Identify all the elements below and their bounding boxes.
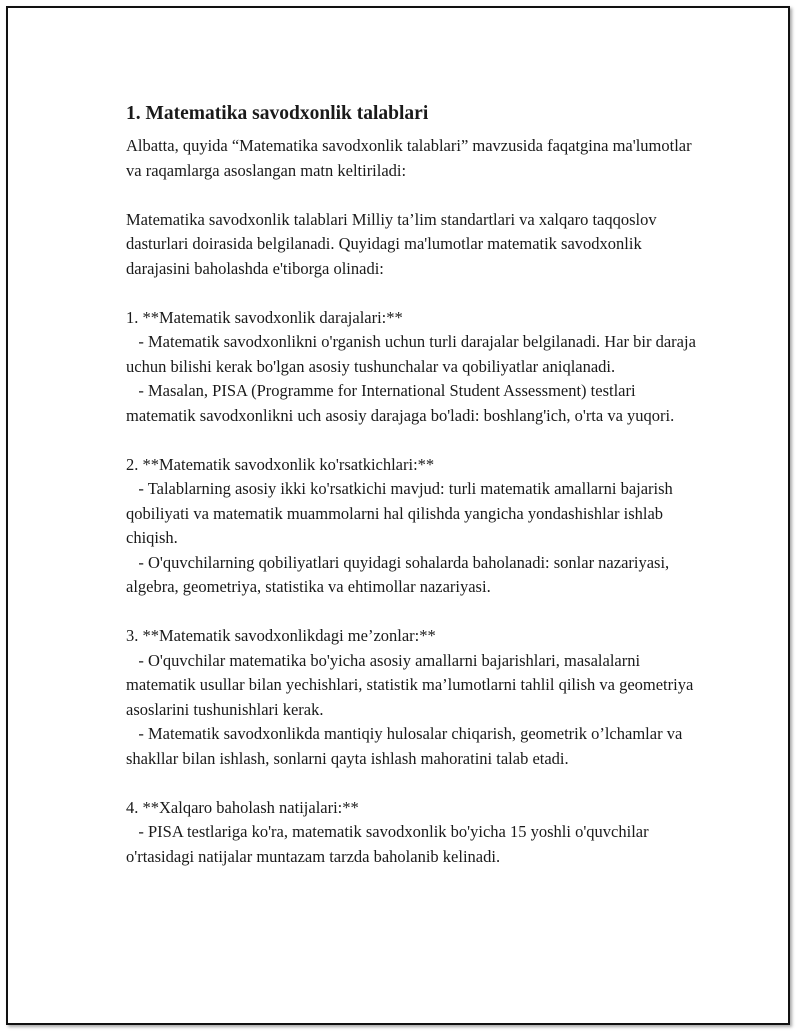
section-item: - Talablarning asosiy ikki ko'rsatkichi mavjud: turli matematik amallarni bajarish qobiliyati va matematik muammolarni hal qilishda yangicha yondashishlar ishlab chiqish. [126, 479, 673, 547]
section-heading: 1. **Matematik savodxonlik darajalari:** [126, 307, 403, 327]
page-frame [6, 6, 790, 1025]
section-heading: 2. **Matematik savodxonlik ko'rsatkichlari:** [126, 454, 435, 474]
context-paragraph: Matematika savodxonlik talablari Milliy ta’lim standartlari va xalqaro taqqoslov dasturlari doirasida belgilanadi. Quyidagi ma'lumotlar matematik savodxonlik darajasini baholashda e'tiborga olinadi: [126, 209, 657, 278]
intro-paragraph: Albatta, quyida “Matematika savodxonlik talablari” mavzusida faqatgina ma'lumotlar va raqamlarga asoslangan matn keltiriladi: [126, 136, 692, 180]
section-item: - Masalan, PISA (Programme for International Student Assessment) testlari matematik savodxonlikni uch asosiy darajaga bo'ladi: boshlang'ich, o'rta va yuqori. [126, 381, 675, 425]
section-item: - PISA testlariga ko'ra, matematik savodxonlik bo'yicha 15 yoshli o'quvchilar o'rtasidagi natijalar muntazam tarzda baholanib kelinadi. [126, 822, 649, 866]
section-heading: 3. **Matematik savodxonlikdagi me’zonlar:** [126, 626, 436, 645]
section-item: - Matematik savodxonlikda mantiqiy hulosalar chiqarish, geometrik o’lchamlar va shakllar bilan ishlash, sonlarni qayta ishlash mahoratini talab etadi. [126, 724, 683, 768]
section-item: - O'quvchilar matematika bo'yicha asosiy amallarni bajarishlari, masalalarni matematik usullar bilan yechishlari, statistik ma’lumotlarni tahlil qilish va geometriya asoslarini tushunishlari kerak. [126, 650, 694, 719]
section-item: - Matematik savodxonlikni o'rganish uchun turli darajalar belgilanadi. Har bir daraja uchun bilishi kerak bo'lgan asosiy tushunchalar va qobiliyatlar aniqlanadi. [126, 332, 696, 376]
document-title: 1. Matematika savodxonlik talablari [126, 103, 429, 124]
document-body [126, 100, 696, 869]
section-item: - O'quvchilarning qobiliyatlari quyidagi sohalarda baholanadi: sonlar nazariyasi, algebra, geometriya, statistika va ehtimollar nazariyasi. [126, 552, 670, 596]
section-heading: 4. **Xalqaro baholash natijalari:** [126, 797, 359, 817]
